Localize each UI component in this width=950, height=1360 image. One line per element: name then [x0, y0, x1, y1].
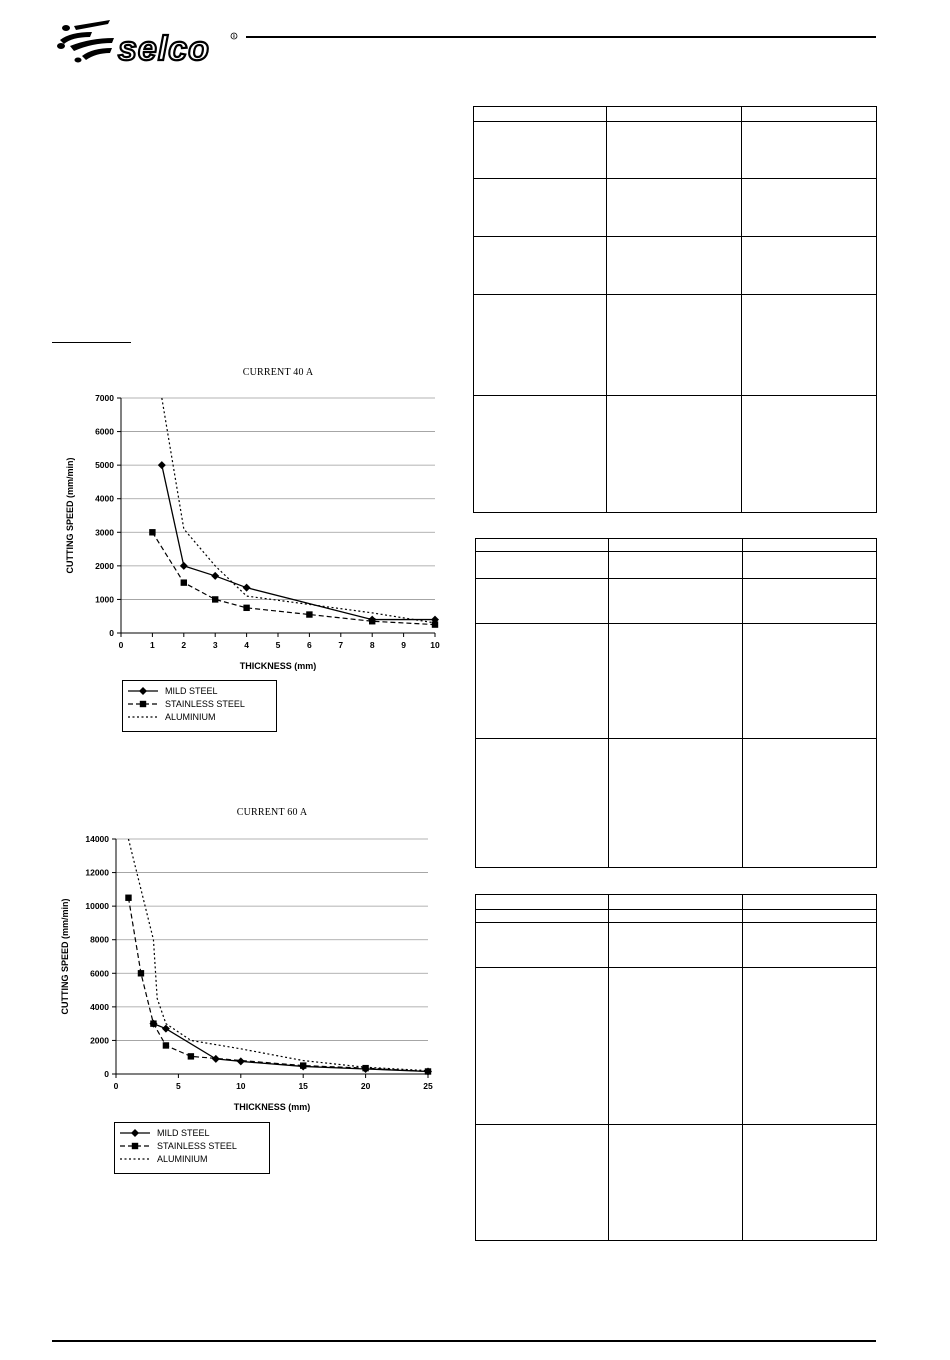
y-axis-label: CUTTING SPEED (mm/min) [65, 457, 75, 574]
legend-swatch [127, 686, 159, 696]
legend-swatch [127, 712, 159, 722]
x-tick-label: 3 [212, 640, 218, 650]
selco-logo [52, 16, 242, 66]
data-point [300, 1062, 306, 1068]
y-tick-label: 10000 [85, 901, 109, 912]
x-tick-label: 7 [338, 640, 344, 650]
data-point [180, 562, 188, 570]
x-axis-label: THICKNESS (mm) [239, 661, 317, 671]
data-point [237, 1057, 245, 1065]
series-line [128, 898, 428, 1072]
legend-label: MILD STEEL [165, 685, 218, 696]
chart-title: CURRENT 60 A [236, 807, 308, 818]
data-point [149, 529, 155, 535]
legend-swatch [127, 699, 159, 709]
legend-marker [139, 687, 147, 695]
chart-current-40a-legend [122, 680, 277, 732]
section-underline [52, 342, 131, 343]
data-point [150, 1020, 156, 1026]
legend-label: ALUMINIUM [157, 1153, 208, 1164]
data-point [181, 579, 187, 585]
y-tick-label: 0 [104, 1069, 109, 1079]
data-point [306, 611, 312, 617]
x-tick-label: 0 [118, 640, 124, 650]
y-tick-label: 2000 [95, 560, 114, 571]
x-tick-label: 25 [423, 1081, 433, 1091]
data-point [369, 618, 375, 624]
series-stainless-steel [125, 895, 431, 1075]
data-point [425, 1068, 431, 1074]
blank-table-3 [475, 894, 877, 1241]
legend-label: STAINLESS STEEL [165, 698, 245, 709]
legend-swatch [119, 1154, 151, 1164]
blank-table-2 [475, 538, 877, 868]
y-tick-label: 6000 [95, 426, 114, 437]
y-tick-label: 4000 [90, 1001, 109, 1012]
x-tick-label: 1 [150, 640, 155, 650]
y-tick-label: 1000 [95, 594, 114, 605]
x-tick-label: 4 [244, 640, 249, 650]
y-tick-label: 4000 [95, 493, 114, 504]
x-tick-label: 15 [298, 1081, 308, 1091]
legend-swatch [119, 1128, 151, 1138]
x-axis-label: THICKNESS (mm) [233, 1102, 311, 1112]
chart-current-60a-legend [114, 1122, 270, 1174]
data-point [158, 461, 166, 469]
svg-text:selco: selco [118, 30, 210, 66]
legend-marker [140, 700, 146, 706]
y-tick-label: 14000 [85, 834, 109, 844]
legend-swatch [119, 1141, 151, 1151]
data-point [211, 572, 219, 580]
legend-entry [127, 710, 270, 723]
legend-label: ALUMINIUM [165, 711, 216, 722]
y-tick-label: 3000 [95, 527, 114, 538]
data-point [163, 1042, 169, 1048]
series-aluminium [128, 839, 428, 1071]
legend-entry [127, 697, 270, 710]
chart-current-60a-plot [52, 800, 452, 1122]
x-tick-label: 9 [401, 640, 406, 650]
data-point [125, 895, 131, 901]
y-tick-label: 7000 [95, 393, 114, 403]
data-point [138, 970, 144, 976]
series-stainless-steel [149, 529, 438, 628]
x-tick-label: 10 [430, 640, 440, 650]
data-point [243, 584, 251, 592]
x-tick-label: 2 [181, 640, 187, 650]
header-rule [246, 36, 876, 38]
y-tick-label: 5000 [95, 460, 114, 471]
legend-entry [127, 684, 270, 697]
legend-label: STAINLESS STEEL [157, 1140, 237, 1151]
chart-current-60a [52, 800, 452, 1180]
series-line [152, 532, 435, 624]
data-point [162, 1025, 170, 1033]
x-tick-label: 5 [275, 640, 281, 650]
x-tick-label: 20 [360, 1081, 371, 1091]
y-tick-label: 2000 [90, 1035, 109, 1046]
x-tick-label: 8 [369, 640, 375, 650]
blank-table-1 [473, 106, 877, 513]
legend-label: MILD STEEL [157, 1127, 210, 1138]
y-tick-label: 0 [109, 628, 114, 638]
x-tick-label: 10 [236, 1081, 246, 1091]
legend-entry [119, 1126, 263, 1139]
footer-rule [52, 1340, 876, 1342]
data-point [243, 605, 249, 611]
y-tick-label: 6000 [90, 968, 109, 979]
legend-entry [119, 1139, 263, 1152]
y-axis-label: CUTTING SPEED (mm/min) [60, 898, 70, 1015]
data-point [188, 1053, 194, 1059]
chart-current-40a [52, 360, 452, 740]
series-mild-steel [149, 1020, 432, 1076]
y-tick-label: 12000 [85, 867, 109, 878]
x-tick-label: 6 [307, 640, 312, 650]
y-tick-label: 8000 [90, 934, 109, 945]
chart-title: CURRENT 40 A [242, 367, 314, 378]
chart-current-40a-plot [52, 360, 452, 680]
legend-entry [119, 1152, 263, 1165]
x-tick-label: 5 [176, 1081, 181, 1091]
x-tick-label: 0 [113, 1081, 119, 1091]
legend-marker [132, 1142, 138, 1148]
series-line [162, 465, 435, 619]
data-point [362, 1065, 368, 1071]
legend-marker [131, 1129, 139, 1137]
data-point [212, 596, 218, 602]
svg-text:R: R [232, 34, 236, 39]
series-line [128, 839, 428, 1071]
